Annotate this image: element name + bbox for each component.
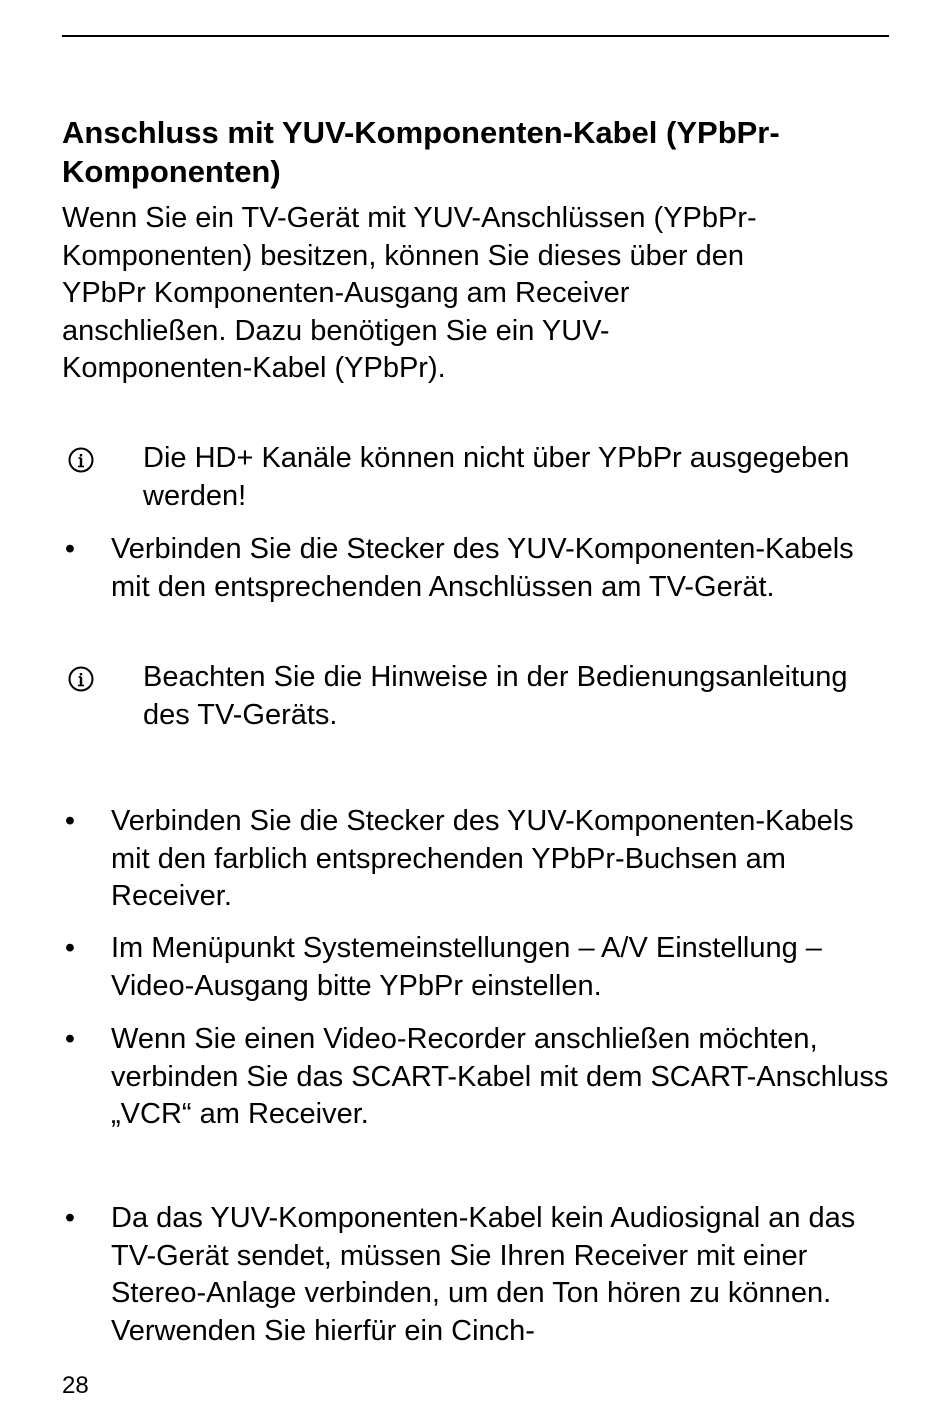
list-item-text: Verbinden Sie die Stecker des YUV-Komponenten-Kabels mit den farblich entsprechenden YPbPr-Buchsen am Receiver. [111, 805, 854, 912]
list-item-text: Verbinden Sie die Stecker des YUV-Komponenten-Kabels mit den entsprechenden Anschlüssen am TV-Gerät. [111, 533, 854, 603]
intro-line-4: anschließen. Dazu benötigen Sie ein YUV- [62, 314, 610, 347]
heading-line-2: Komponenten) [62, 154, 281, 189]
note-text: Die HD+ Kanäle können nicht über YPbPr ausgegeben werden! [143, 442, 850, 512]
bullet-marker: • [64, 932, 76, 964]
intro-line-3: YPbPr Komponenten-Ausgang am Receiver [62, 277, 630, 309]
bullet-marker: • [64, 805, 76, 837]
info-icon [68, 447, 94, 473]
list-item-text: Im Menüpunkt Systemeinstellungen – A/V Einstellung – Video-Ausgang bitte YPbPr einstellen. [111, 932, 822, 1002]
section-heading [62, 113, 892, 191]
intro-line-1: Wenn Sie ein TV-Gerät mit YUV-Anschlüssen (YPbPr- [62, 202, 757, 234]
intro-line-5: Komponenten-Kabel (YPbPr). [62, 352, 446, 384]
list-item-text: Da das YUV-Komponenten-Kabel kein Audiosignal an das TV-Gerät sendet, müssen Sie Ihren Receiver mit einer Stereo-Anlage verbinden, um den Ton hören zu können. Verwenden Sie hierfür ein Cinch- [111, 1202, 856, 1347]
intro-line-2: Komponenten) besitzen, können Sie dieses über den [62, 239, 744, 272]
bullet-marker: • [64, 1202, 76, 1234]
note-text: Beachten Sie die Hinweise in der Bedienungsanleitung des TV-Geräts. [143, 661, 848, 731]
info-icon [68, 666, 94, 692]
list-item-text: Wenn Sie einen Video-Recorder anschließen möchten, verbinden Sie das SCART-Kabel mit dem SCART-Anschluss „VCR“ am Receiver. [111, 1023, 889, 1130]
page-number: 28 [62, 1372, 89, 1399]
header-rule [62, 35, 889, 37]
heading-line-1: Anschluss mit YUV-Komponenten-Kabel (YPbPr- [62, 115, 780, 150]
intro-paragraph [62, 200, 892, 388]
bullet-marker: • [64, 1023, 76, 1055]
bullet-marker: • [64, 533, 76, 565]
